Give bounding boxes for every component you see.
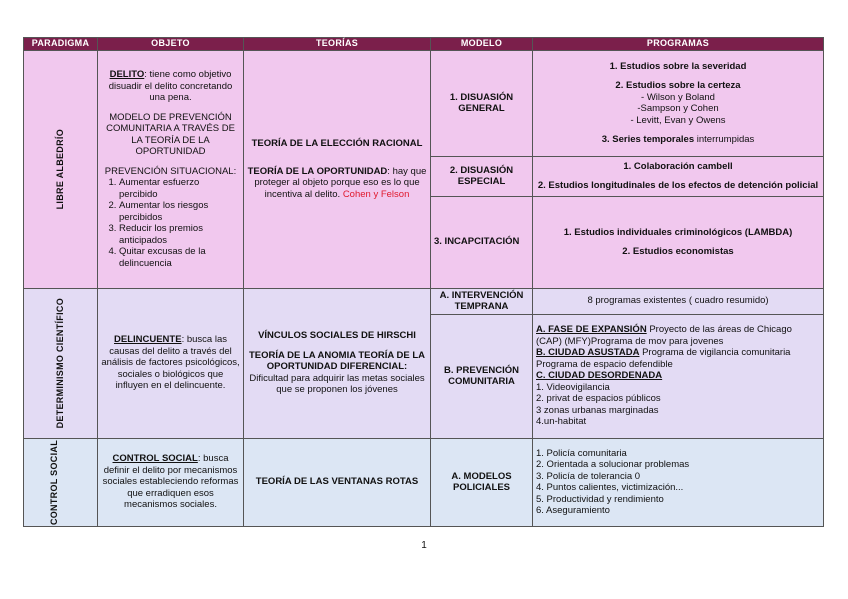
modelo-prevencion-comunitaria: B. PREVENCIÓN COMUNITARIA (431, 314, 533, 438)
programas-disuasion-general: 1. Estudios sobre la severidad 2. Estudios sobre la certeza - Wilson y Boland -Sampson y Cohen - Levitt, Evan y Owens 3. Series temporales interrumpidas (533, 50, 824, 156)
list-item: 2. Orientada a solucionar problemas (536, 459, 690, 471)
modelo-disuasion-especial: 2. DISUASIÓN ESPECIAL (431, 156, 533, 196)
table-row (24, 438, 824, 526)
paradigma-control-social: CONTROL SOCIAL (24, 438, 98, 526)
list-item: 4. Quitar excusas de la delincuencia (119, 246, 240, 269)
table-row (24, 50, 824, 156)
list-item: 3. Reducir los premios anticipados (119, 223, 240, 246)
author-item: - Levitt, Evan y Owens (630, 114, 726, 126)
list-item: 4.un-habitat (536, 416, 587, 428)
table-row (24, 288, 824, 314)
modelo-intervencion-temprana: A. INTERVENCIÓN TEMPRANA (431, 288, 533, 314)
objeto-modelo: MODELO DE PREVENCIÓN COMUNITARIA A TRAVÉS DE LA TEORÍA DE LA OPORTUNIDAD (106, 111, 235, 157)
page-number: 1 (421, 540, 427, 551)
header-row (24, 38, 824, 51)
objeto-control-social: CONTROL SOCIAL: busca definir el delito por mecanismos sociales estableciendo reformas que erradiquen esos mecanismos sociales. (98, 438, 244, 526)
list-item: 1. Policía comunitaria (536, 447, 627, 459)
list-item: 4. Puntos calientes, victimización... (536, 482, 684, 494)
paradigma-determinismo: DETERMINISMO CIENTÍFICO (24, 288, 98, 438)
programas-incapacitacion: 1. Estudios individuales criminológicos (LAMBDA) 2. Estudios economistas (533, 196, 824, 288)
programas-policiales (533, 438, 824, 526)
teoria-anomia: TEORÍA DE LA ANOMIA TEORÍA DE LA OPORTUNIDAD DIFERENCIAL: (248, 349, 426, 373)
programas-intervencion-temprana: 8 programas existentes ( cuadro resumido) (533, 288, 824, 314)
list-item: 1. Aumentar esfuerzo percibido (119, 177, 240, 200)
list-item: 3 zonas urbanas marginadas (536, 404, 659, 416)
teoria-oportunidad: TEORÍA DE LA OPORTUNIDAD: hay que proteger al objeto porque eso es lo que incentiva al delito. Cohen y Felson (247, 165, 427, 200)
header-objeto: OBJETO (98, 38, 244, 51)
list-item: 1. Videovigilancia (536, 381, 610, 393)
prevencion-list (101, 177, 240, 269)
header-programas: PROGRAMAS (533, 38, 824, 51)
prevencion-title: PREVENCIÓN SITUACIONAL: (104, 165, 237, 177)
teoria-vinculos: VÍNCULOS SOCIALES DE HIRSCHI (258, 330, 416, 342)
teoria-ventanas-rotas: TEORÍA DE LAS VENTANAS ROTAS (244, 438, 431, 526)
author-item: - Wilson y Boland (641, 91, 715, 103)
teorias-determinismo: VÍNCULOS SOCIALES DE HIRSCHI TEORÍA DE LA ANOMIA TEORÍA DE LA OPORTUNIDAD DIFERENCIAL: Dificultad para adquirir las metas sociales que se proponen los jóvenes (244, 288, 431, 438)
teoria-eleccion-racional: TEORÍA DE LA ELECCIÓN RACIONAL (251, 138, 423, 149)
criminology-summary-table (23, 37, 824, 527)
objeto-delito (98, 50, 244, 288)
objeto-desc: : tiene como objetivo disuadir el delito concretando una pena. (108, 69, 233, 103)
list-item: 2. Aumentar los riesgos percibidos (119, 200, 240, 223)
programas-disuasion-especial: 1. Colaboración cambell 2. Estudios longitudinales de los efectos de detención policial (533, 156, 824, 196)
author-item: -Sampson y Cohen (637, 103, 719, 114)
header-modelo: MODELO (431, 38, 533, 51)
list-item: 6. Aseguramiento (536, 505, 610, 517)
objeto-term: DELITO (109, 69, 145, 80)
programas-prevencion-comunitaria: A. FASE DE EXPANSIÓN Proyecto de las áreas de Chicago (CAP) (MFY)Programa de mov para jovenes B. CIUDAD ASUSTADA Programa de vigilancia comunitaria Programa de espacio defendible C. CIUDAD DESORDENADA 1. Videovigilancia 2. privat de espacios públicos 3 zonas urbanas marginadas 4.un-habitat (533, 314, 824, 438)
list-item: 3. Policía de tolerancia 0 (536, 470, 641, 482)
author-cohen-felson: Cohen y Felson (342, 188, 410, 200)
modelo-policiales: A. MODELOS POLICIALES (431, 438, 533, 526)
header-paradigma: PARADIGMA (24, 38, 98, 51)
header-teorias: TEORÍAS (244, 38, 431, 51)
list-item: 5. Productividad y rendimiento (536, 493, 664, 505)
modelo-disuasion-general: 1. DISUASIÓN GENERAL (431, 50, 533, 156)
list-item: 2. privat de espacios públicos (536, 393, 661, 405)
objeto-delincuente: DELINCUENTE: busca las causas del delito a través del análisis de factores psicológicos, sociales o biológicos que influyen en el delincuente. (98, 288, 244, 438)
teorias-libre (244, 50, 431, 288)
paradigma-libre-albedrio: LIBRE ALBEDRÍO (24, 50, 98, 288)
modelo-incapacitacion: 3. INCAPCITACIÓN (431, 196, 533, 288)
